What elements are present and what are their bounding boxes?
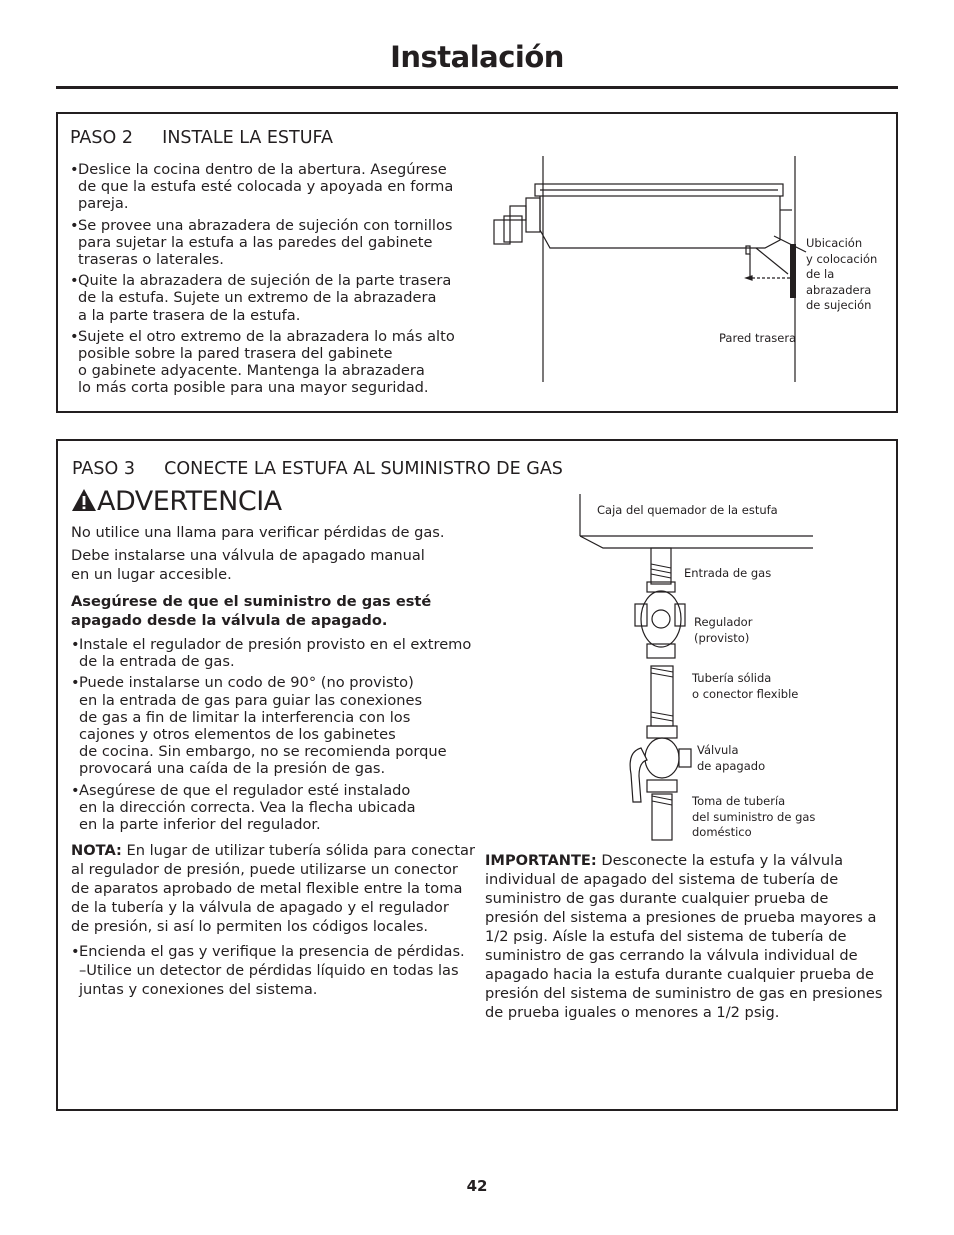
step2-title: INSTALE LA ESTUFA bbox=[162, 128, 333, 148]
warning-line-2: Debe instalarse una válvula de apagado manual en un lugar accesible. bbox=[71, 547, 425, 583]
warning-heading bbox=[71, 486, 282, 517]
regulator-label: Regulador (provisto) bbox=[694, 615, 753, 645]
step3-bullets bbox=[71, 636, 476, 837]
list-item: • Se provee una abrazadera de sujeción con tornillos para sujetar la estufa a las paredes del gabinete traseras o laterales. bbox=[70, 217, 470, 269]
nota-label: NOTA: bbox=[71, 842, 122, 859]
final-bullet-list bbox=[71, 942, 476, 1003]
list-item: • Quite la abrazadera de sujeción de la parte trasera de la estufa. Sujete un extremo de la abrazadera a la parte trasera de la estufa. bbox=[70, 272, 470, 324]
page-number: 42 bbox=[466, 1177, 488, 1195]
list-item: • Asegúrese de que el regulador esté instalado en la dirección correcta. Vea la flecha ubicada en la parte inferior del regulador. bbox=[71, 782, 476, 834]
step3-heading bbox=[72, 459, 563, 479]
step3-number: PASO 3 bbox=[72, 459, 135, 479]
gas-inlet-label: Entrada de gas bbox=[684, 566, 772, 580]
valve-label: Válvula de apagado bbox=[697, 743, 766, 773]
important-label: IMPORTANTE: bbox=[485, 852, 597, 869]
rear-wall-label: Pared trasera bbox=[719, 331, 797, 345]
step2-heading bbox=[70, 128, 333, 148]
important-text: Desconecte la estufa y la válvula individual de apagado del sistema de tubería de suministro de gas durante cualquier prueba de presión del sistema a presiones de prueba mayores a 1/2 psig. Aísle la estufa del sistema de tubería de suministro de gas cerrando la válvula individual de apagado hacia la estufa durante cualquier prueba de presión del sistema de suministro de gas en presiones de prueba iguales o menores a 1/2 psig. bbox=[485, 852, 883, 1021]
important-paragraph bbox=[485, 851, 885, 1022]
supply-label: Toma de tubería del suministro de gas doméstico bbox=[692, 794, 816, 840]
page-title: Instalación bbox=[390, 40, 564, 74]
list-item: • Deslice la cocina dentro de la abertura. Asegúrese de que la estufa esté colocada y apoyada en forma pareja. bbox=[70, 161, 470, 213]
nota-paragraph bbox=[71, 841, 476, 936]
shutoff-note: Asegúrese de que el suministro de gas esté apagado desde la válvula de apagado. bbox=[71, 593, 432, 629]
list-item: • Encienda el gas y verifique la presencia de pérdidas. –Utilice un detector de pérdidas líquido en todas las juntas y conexiones del sistema. bbox=[71, 942, 476, 999]
step2-bullets bbox=[70, 161, 470, 401]
warning-icon bbox=[71, 488, 97, 512]
pipe-label: Tubería sólida o conector flexible bbox=[692, 671, 799, 701]
nota-text: En lugar de utilizar tubería sólida para conectar al regulador de presión, puede utilizarse un conector de aparatos aprobado de metal flexible entre la toma de la tubería y la válvula de apagado y el regulador de presión, si así lo permiten los códigos locales. bbox=[71, 842, 475, 935]
warning-line-1: No utilice una llama para verificar pérdidas de gas. bbox=[71, 524, 445, 541]
bracket-location-label: Ubicación y colocación de la abrazadera de sujeción bbox=[806, 236, 878, 313]
title-divider bbox=[56, 86, 898, 89]
list-item: • Sujete el otro extremo de la abrazadera lo más alto posible sobre la pared trasera del gabinete o gabinete adyacente. Mantenga la abrazadera lo más corta posible para una mayor seguridad. bbox=[70, 328, 470, 397]
gas-connection-diagram bbox=[575, 494, 820, 844]
warning-title: ADVERTENCIA bbox=[97, 486, 282, 517]
step3-title: CONECTE LA ESTUFA AL SUMINISTRO DE GAS bbox=[164, 459, 563, 479]
list-item: • Instale el regulador de presión provisto en el extremo de la entrada de gas. bbox=[71, 636, 476, 670]
burner-box-label: Caja del quemador de la estufa bbox=[597, 503, 778, 517]
list-item: • Puede instalarse un codo de 90° (no provisto) en la entrada de gas para guiar las conexiones de gas a fin de limitar la interferencia con los cajones y otros elementos de los gabinetes de cocina. Sin embargo, no se recomienda porque provocará una caída de la presión de gas. bbox=[71, 674, 476, 777]
step2-number: PASO 2 bbox=[70, 128, 133, 148]
